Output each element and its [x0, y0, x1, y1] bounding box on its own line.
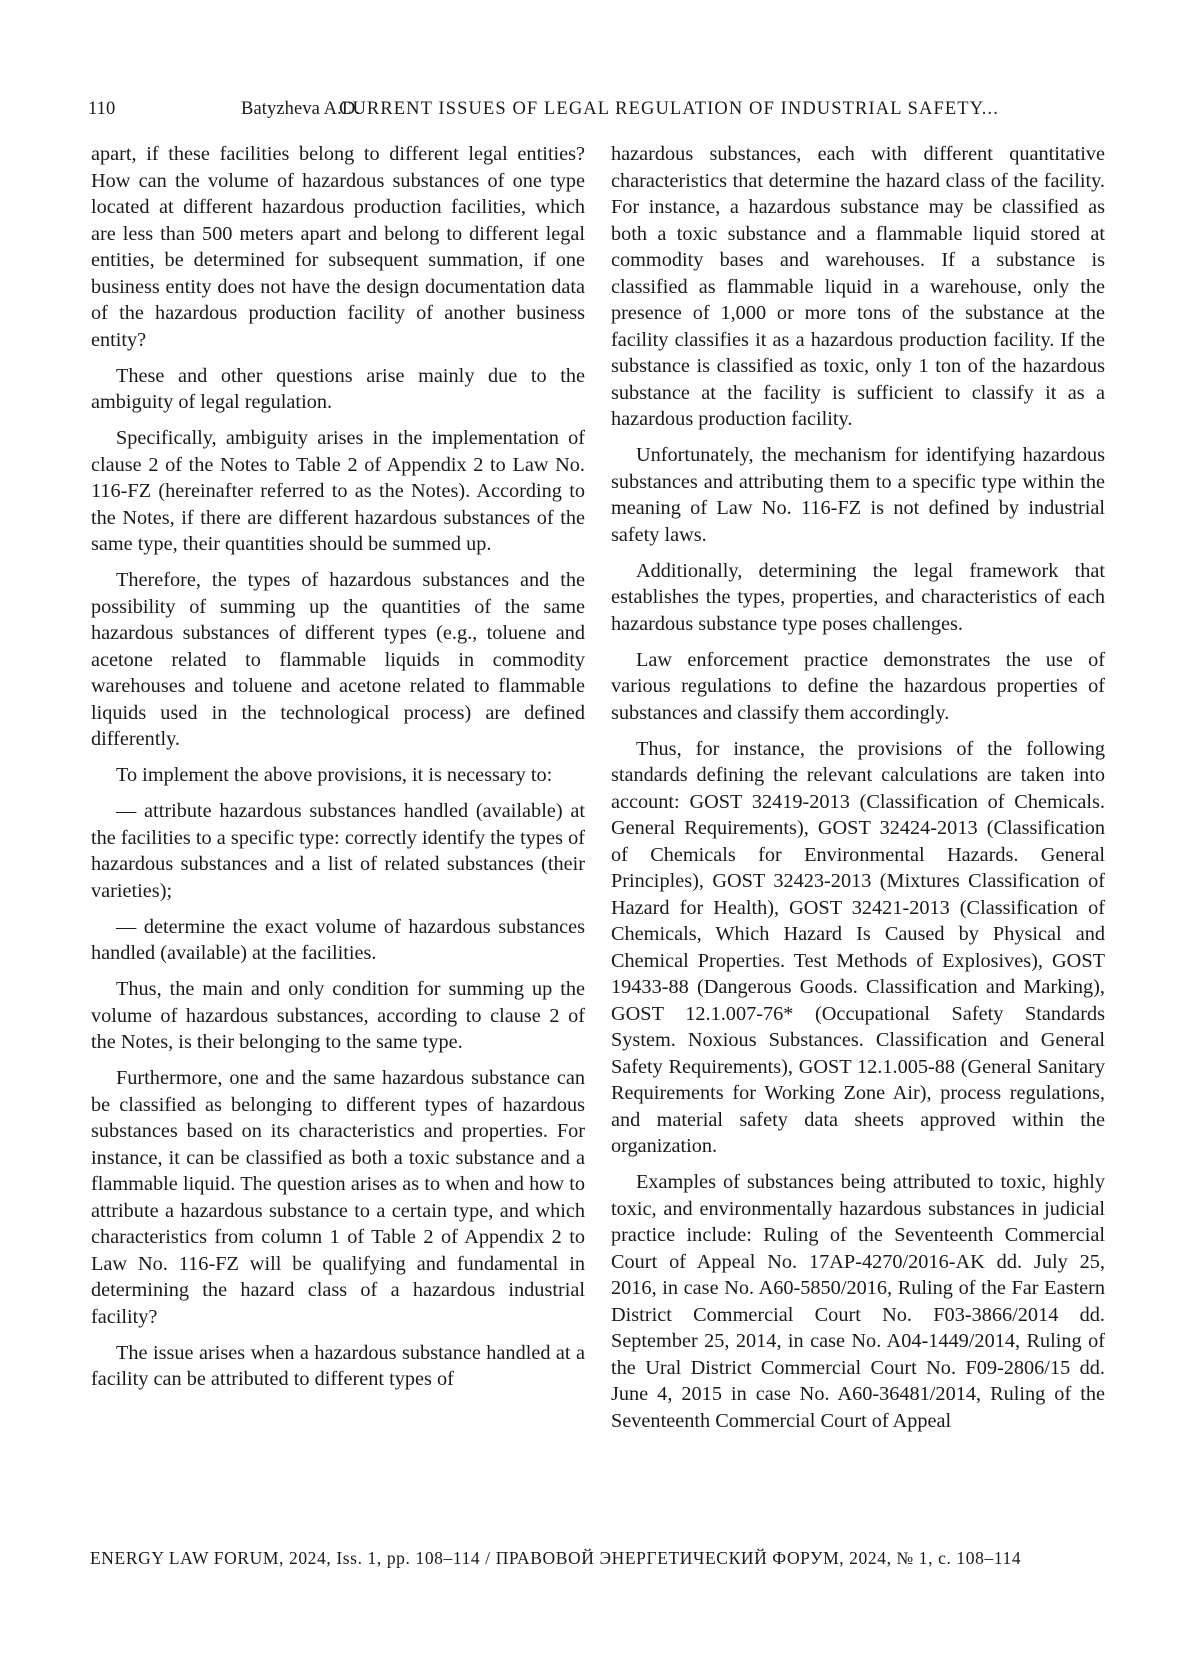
paragraph: Unfortunately, the mechanism for identifying hazardous substances and attributing them to a specific type within the meaning of Law No. 116-FZ is not defined by industrial safety laws. — [611, 444, 1105, 546]
page-number: 110 — [88, 99, 116, 119]
left-column — [91, 141, 585, 1402]
list-item: — attribute hazardous substances handled (available) at the facilities to a specific type: correctly identify the types of hazardous substances and a list of related substances (their varieties); — [91, 800, 585, 902]
running-head — [88, 96, 1114, 122]
paragraph: Law enforcement practice demonstrates the use of various regulations to define the hazardous properties of substances and classify them accordingly. — [611, 648, 1105, 724]
paragraph: hazardous substances, each with different quantitative characteristics that determine the hazard class of the facility. For instance, a hazardous substance may be classified as both a toxic substance and a flammable liquid stored at commodity bases and warehouses. If a substance is classified as flammable liquid in a warehouse, only the presence of 1,000 or more tons of the substance at the facility classifies it as a hazardous production facility. If the substance is classified as toxic, only 1 ton of the hazardous substance at the facility is sufficient to classify it as a hazardous production facility. — [611, 143, 1105, 430]
paragraph: apart, if these facilities belong to different legal entities? How can the volume of hazardous substances of one type located at different hazardous production facilities, which are less than 500 meters apart and belong to different legal entities, be determined for subsequent summation, if one business entity does not have the design documentation data of the hazardous production facility of another business entity? — [91, 143, 585, 351]
right-column — [611, 141, 1105, 1444]
paragraph: Examples of substances being attributed to toxic, highly toxic, and environmentally hazardous substances in judicial practice include: Ruling of the Seventeenth Commercial Court of Appeal No. 17AP-4270/2016-AK dd. July 25, 2016, in case No. A60-5850/2016, Ruling of the Far Eastern District Commercial Court No. F03-3866/2014 dd. September 25, 2014, in case No. A04-1449/2014, Ruling of the Ural District Commercial Court No. F09-2806/15 dd. June 4, 2015 in case No. A60-36481/2014, Ruling of the Seventeenth Commercial Court of Appeal — [611, 1171, 1105, 1432]
paragraph: Therefore, the types of hazardous substances and the possibility of summing up the quantities of the same hazardous substances of different types (e.g., toluene and acetone related to flammable liquids in commodity warehouses and toluene and acetone related to flammable liquids used in the technological process) are defined differently. — [91, 569, 585, 750]
paragraph: Thus, the main and only condition for summing up the volume of hazardous substances, according to clause 2 of the Notes, is their belonging to the same type. — [91, 978, 585, 1053]
paragraph: Thus, for instance, the provisions of the following standards defining the relevant calculations are taken into account: GOST 32419-2013 (Classification of Chemicals. General Requirements), GOST 32424-2013 (Classification of Chemicals for Environmental Hazards. General Principles), GOST 32423-2013 (Mixtures Classification of Hazard for Health), GOST 32421-2013 (Classification of Chemicals, Which Hazard Is Caused by Physical and Chemical Properties. Test Methods of Explosives), GOST 19433-88 (Dangerous Goods. Classification and Marking), GOST 12.1.007-76* (Occupational Safety Standards System. Noxious Substances. Classification and General Safety Requirements), GOST 12.1.005-88 (General Sanitary Requirements for Working Zone Air), process regulations, and material safety data sheets approved within the organization. — [611, 737, 1105, 1157]
paragraph: These and other questions arise mainly due to the ambiguity of legal regulation. — [91, 364, 585, 413]
journal-citation-footer: ENERGY LAW FORUM, 2024, Iss. 1, pp. 108–114 / ПРАВОВОЙ ЭНЕРГЕТИЧЕСКИЙ ФОРУМ, 2024, № 1, с. 108–114 — [90, 1548, 1022, 1568]
paragraph: To implement the above provisions, it is necessary to: — [116, 764, 553, 786]
running-head-title: CURRENT ISSUES OF LEGAL REGULATION OF INDUSTRIAL SAFETY... — [339, 99, 999, 119]
paragraph: Furthermore, one and the same hazardous substance can be classified as belonging to different types of hazardous substances based on its characteristics and properties. For instance, it can be classified as both a toxic substance and a flammable liquid. The question arises as to when and how to attribute a hazardous substance to a certain type, and which characteristics from column 1 of Table 2 of Appendix 2 to Law No. 116-FZ will be qualifying and fundamental in determining the hazard class of a hazardous industrial facility? — [91, 1067, 585, 1328]
list-item: — determine the exact volume of hazardous substances handled (available) at the facilities. — [91, 915, 585, 964]
paragraph: Specifically, ambiguity arises in the implementation of clause 2 of the Notes to Table 2 of Appendix 2 to Law No. 116-FZ (hereinafter referred to as the Notes). According to the Notes, if there are different hazardous substances of the same type, their quantities should be summed up. — [91, 427, 585, 555]
paragraph: Additionally, determining the legal framework that establishes the types, properties, and characteristics of each hazardous substance type poses challenges. — [611, 559, 1105, 635]
paragraph: The issue arises when a hazardous substance handled at a facility can be attributed to different types of — [91, 1341, 585, 1390]
running-head-author: Batyzheva A.D. — [241, 99, 361, 119]
